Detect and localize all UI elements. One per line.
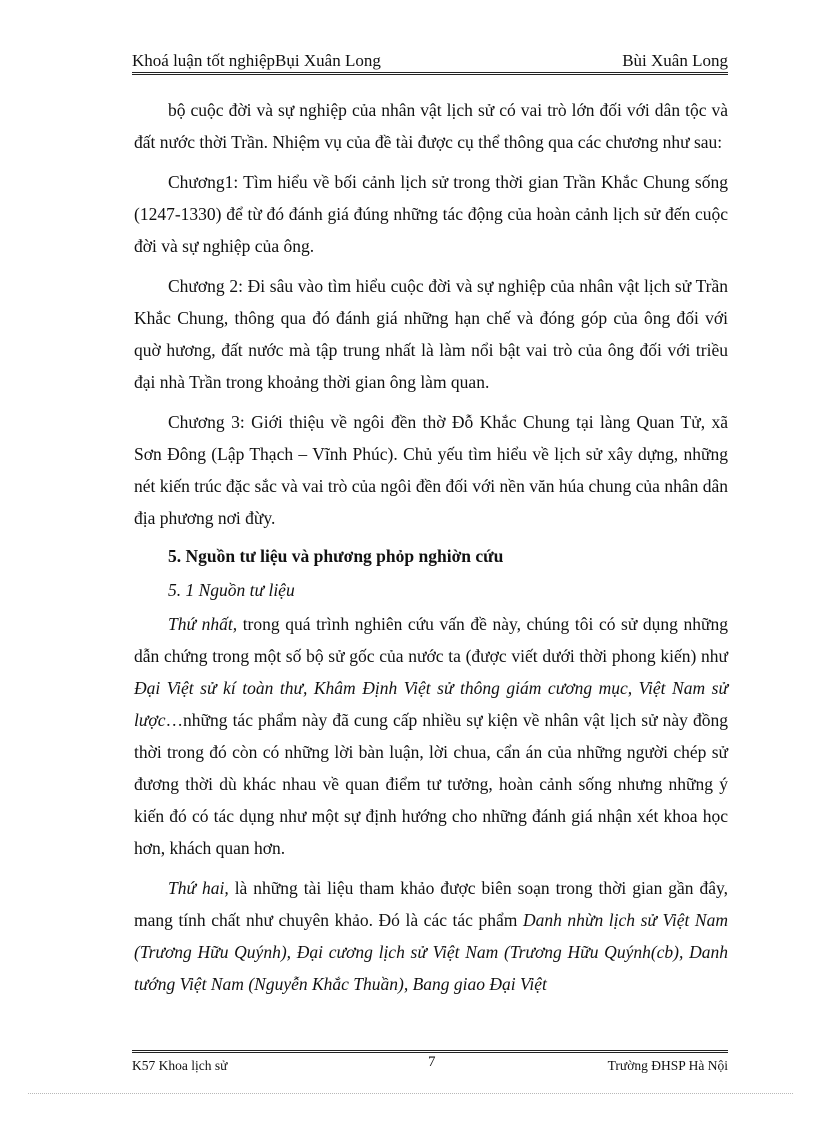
subsection-heading: 5. 1 Nguồn tư liệu — [168, 580, 295, 600]
header-right-text: Bùi Xuân Long — [622, 51, 728, 70]
paragraph-chapter-2: Chương 2: Đi sâu vào tìm hiểu cuộc đời và sự nghiệp của nhân vật lịch sử Trần Khắc Chung, thông qua đó đánh giá những hạn chế và đóng góp của ông đối với quờ hương, đất nước mà tập trung nhất là làm nổi bật vai trò của ông đối với triều đại nhà Trần trong khoảng thời gian ông làm quan. — [134, 276, 728, 392]
paragraph-chapter-1: Chương1: Tìm hiểu về bối cảnh lịch sử trong thời gian Trần Khắc Chung sống (1247-1330) để từ đó đánh giá đúng những tác động của hoàn cảnh lịch sử đến cuộc đời và sự nghiệp của ông. — [134, 172, 728, 256]
page-footer — [132, 1056, 728, 1078]
text-run: là những tài liệu tham khảo được biên soạn trong thời gian gần đây, mang tính chất như chuyên khảo. Đó là các tác phẩm — [134, 878, 729, 930]
header-rule — [132, 72, 728, 75]
footer-left-text: K57 Khoa lịch sử — [132, 1058, 228, 1073]
page-header — [132, 48, 728, 74]
page-boundary-line — [28, 1093, 793, 1094]
header-left-text: Khoá luận tốt nghiệpBụi Xuân Long — [132, 51, 381, 70]
book-titles: Đại Việt sử kí toàn thư, Khâm Định Việt sử thông giám cương mục, Việt Nam sử lược — [134, 678, 728, 730]
paragraph-source-first — [134, 608, 728, 864]
footer-right-text: Trường ĐHSP Hà Nội — [607, 1058, 728, 1073]
paragraph-chapter-3: Chương 3: Giới thiệu về ngôi đền thờ Đỗ Khắc Chung tại làng Quan Tử, xã Sơn Đông (Lập Thạch – Vĩnh Phúc). Chủ yếu tìm hiểu về lịch sử xây dựng, những nét kiến trúc đặc sắc và vai trò của ngôi đền đối với nền văn húa chung của nhân dân địa phương nơi đừy. — [134, 412, 728, 528]
document-body — [134, 94, 728, 1008]
section-heading: 5. Nguồn tư liệu và phương phỏp nghiờn cứu — [168, 546, 504, 566]
book-titles: Danh nhừn lịch sử Việt Nam (Trương Hữu Quýnh), Đại cương lịch sử Việt Nam (Trương Hữu Quýnh(cb), Danh tướng Việt Nam (Nguyễn Khắc Thuần), Bang giao Đại Việt — [134, 910, 728, 994]
lead-phrase: Thứ hai, — [168, 878, 229, 898]
paragraph-intro: bộ cuộc đời và sự nghiệp của nhân vật lịch sử có vai trò lớn đối với dân tộc và đất nước thời Trần. Nhiệm vụ của đề tài được cụ thể thông qua các chương như sau: — [134, 100, 728, 152]
text-run: …những tác phẩm này đã cung cấp nhiều sự kiện về nhân vật lịch sử này đồng thời trong đó còn có những lời bàn luận, lời chua, cẩn án của những người chép sử đương thời dù khác nhau về quan điểm tư tưởng, hoàn cảnh sống nhưng những ý kiến đó có tác dụng như một sự định hướng cho những đánh giá nhận xét khoa học hơn, khách quan hơn. — [134, 710, 728, 858]
page-number: 7 — [428, 1054, 436, 1070]
text-run: trong quá trình nghiên cứu vấn đề này, chúng tôi có sử dụng những dẫn chứng trong một số bộ sử gốc của nước ta (được viết dưới thời phong kiến) như — [134, 614, 728, 666]
paragraph-source-second — [134, 872, 728, 1000]
lead-phrase: Thứ nhất, — [168, 614, 238, 634]
